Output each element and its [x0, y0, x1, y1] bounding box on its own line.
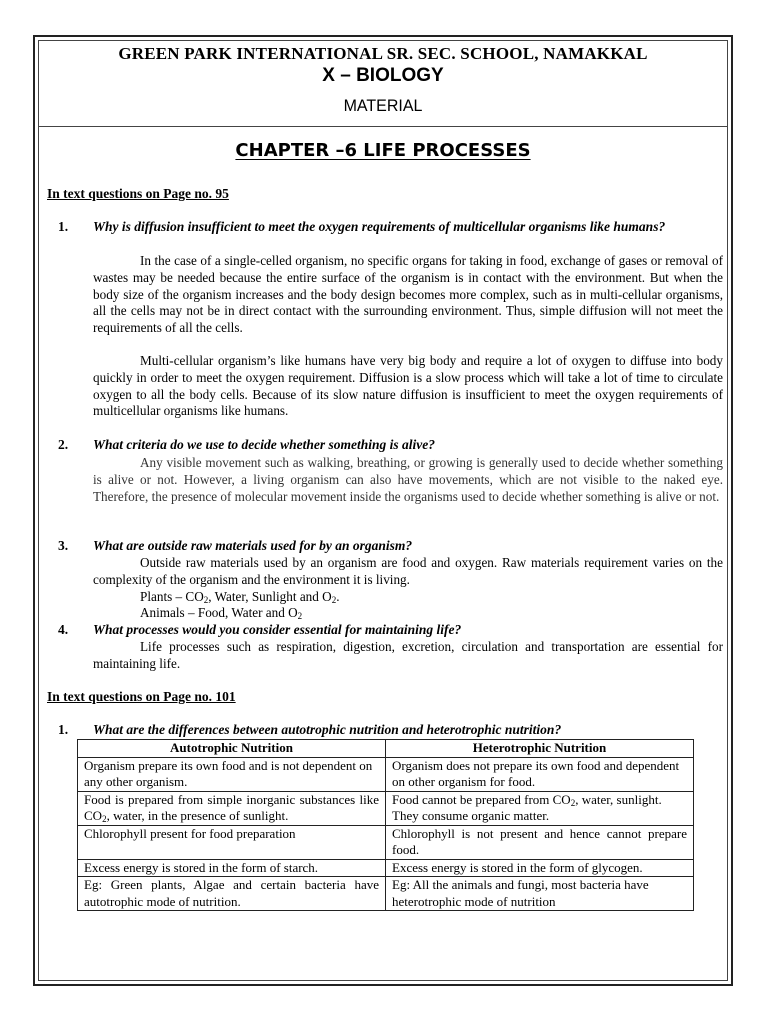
- column-header-heterotrophic: Heterotrophic Nutrition: [386, 740, 694, 758]
- material-text: MATERIAL: [343, 97, 423, 116]
- plants-text: , Water, Sunlight and O: [208, 589, 332, 604]
- section-heading-page-101: In text questions on Page no. 101: [47, 689, 236, 704]
- plants-text: Plants – CO: [140, 589, 204, 604]
- question-text: What are the differences between autotrophic nutrition and heterotrophic nutrition?: [93, 722, 562, 737]
- cell-text: , water, in the presence of sunlight.: [106, 808, 289, 823]
- question-text: What processes would you consider essential for maintaining life?: [93, 622, 462, 637]
- table-cell: Chlorophyll is not present and hence cannot prepare food.: [386, 825, 694, 859]
- chapter-title-text: CHAPTER –6 LIFE PROCESSES: [235, 140, 531, 161]
- table-row: [78, 877, 694, 911]
- subscript: 2: [331, 595, 337, 605]
- cell-text: Food cannot be prepared from CO: [392, 791, 571, 807]
- school-name: GREEN PARK INTERNATIONAL SR. SEC. SCHOOL, NAMAKKAL: [118, 44, 648, 63]
- table-cell: Organism does not prepare its own food and dependent on other organism for food.: [386, 757, 694, 791]
- column-header-autotrophic: Autotrophic Nutrition: [78, 740, 386, 758]
- answer-paragraph: In the case of a single-celled organism, no specific organs for taking in food, exchange of gases or removal of wastes may be needed because the entire surface of the organism is in contact with the environment. But when the body size of the organism increases and the body design becomes more complex, such as in multi-cellular organisms, all the cells may not be in direct contact with the surrounding environment. Thus, simple diffusion will not meet the requirements of all the cells.: [93, 253, 723, 336]
- table-cell: Excess energy is stored in the form of glycogen.: [386, 859, 694, 877]
- table-cell: [386, 791, 694, 825]
- plants-raw-materials: [140, 589, 339, 605]
- table-header-row: [78, 740, 694, 758]
- question-text: Why is diffusion insufficient to meet the oxygen requirements of multicellular organisms like humans?: [93, 219, 666, 234]
- question-number: 3.: [58, 538, 69, 553]
- question-text: What are outside raw materials used for by an organism?: [93, 538, 413, 553]
- table-cell: Eg: All the animals and fungi, most bacteria have heterotrophic mode of nutrition: [386, 877, 694, 911]
- table-cell: Eg: Green plants, Algae and certain bacteria have autotrophic mode of nutrition.: [78, 877, 386, 911]
- subscript: 2: [203, 595, 209, 605]
- answer-paragraph: Outside raw materials used by an organism are food and oxygen. Raw materials requirement varies on the complexity of the organism and the environment it is living.: [93, 555, 723, 587]
- subject-title: X – BIOLOGY: [322, 65, 444, 86]
- question-number: 1.: [58, 722, 69, 737]
- material-label: [38, 98, 728, 117]
- question-text: What criteria do we use to decide whether something is alive?: [93, 437, 435, 452]
- table-cell: Chlorophyll present for food preparation: [78, 825, 386, 859]
- header-divider: [38, 126, 728, 127]
- subscript: 2: [297, 611, 303, 621]
- answer-paragraph: Life processes such as respiration, digestion, excretion, circulation and transportation are essential for maintaining life.: [93, 639, 723, 671]
- cell-text: Food is prepared from simple inorganic substances like CO: [84, 791, 379, 823]
- subscript: 2: [102, 814, 107, 824]
- table-row: [78, 859, 694, 877]
- animals-text: Animals – Food, Water and O: [140, 605, 298, 620]
- question-number: 4.: [58, 622, 69, 637]
- subscript: 2: [570, 797, 576, 808]
- table-cell: Excess energy is stored in the form of starch.: [78, 859, 386, 877]
- cell-text: , water, sunlight. They consume organic matter.: [392, 791, 662, 823]
- nutrition-comparison-table: [77, 739, 694, 911]
- table-cell: Organism prepare its own food and is not dependent on any other organism.: [78, 757, 386, 791]
- question-number: 1.: [58, 219, 69, 234]
- section-heading-page-95: In text questions on Page no. 95: [47, 186, 229, 201]
- answer-paragraph: Any visible movement such as walking, breathing, or growing is generally used to decide whether something is alive or not. However, a living organism can also have movements, which are not visible to the naked eye. Therefore, the presence of molecular movement inside the organisms used to decide whether something is alive or not.: [93, 455, 723, 504]
- table-row: [78, 791, 694, 825]
- table-cell: [78, 791, 386, 825]
- animals-raw-materials: [140, 605, 302, 621]
- chapter-title: [38, 140, 728, 161]
- table-row: [78, 825, 694, 859]
- table-row: [78, 757, 694, 791]
- question-number: 2.: [58, 437, 69, 452]
- answer-paragraph: Multi-cellular organism’s like humans have very big body and require a lot of oxygen to diffuse into body quickly in order to meet the oxygen requirement. Diffusion is a slow process which will take a lot of time to circulate oxygen to all the body cells. Because of its slow nature diffusion is insufficient to meet the oxygen requirements of multicellular organisms like humans.: [93, 353, 723, 419]
- plants-text: .: [336, 589, 340, 604]
